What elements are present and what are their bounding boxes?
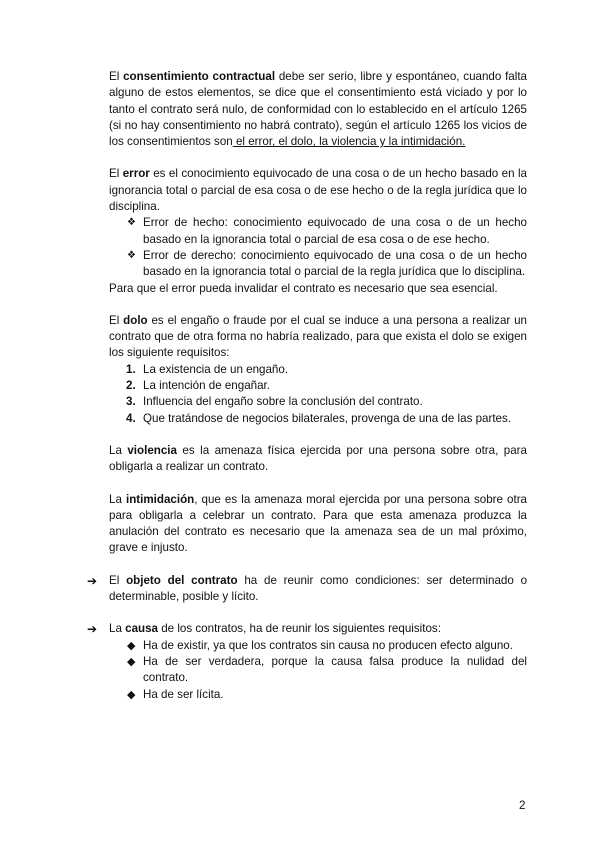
bold-term: causa <box>125 622 158 636</box>
bullet-icon: ❖ <box>127 217 136 229</box>
text: La <box>109 622 126 636</box>
diamond-icon: ◆ <box>127 639 136 652</box>
error-closing: Para que el error pueda invalidar el contrato es necesario que sea esencial. <box>109 281 498 295</box>
causa-paragraph <box>87 621 527 637</box>
underlined-text: el error, el dolo, la violencia y la intimidación. <box>232 135 466 149</box>
text: Error de derecho: conocimiento equivocado de una cosa o de un hecho basado en la ignorancia total o parcial de la regla jurídica que lo disciplina. <box>143 248 527 279</box>
text: Ha de ser verdadera, porque la causa falsa produce la nulidad del contrato. <box>143 654 527 685</box>
text: Ha de ser lícita. <box>143 687 224 701</box>
diamond-icon: ◆ <box>127 655 136 668</box>
intimidacion-paragraph <box>109 492 527 557</box>
bullet-icon: ❖ <box>127 249 136 261</box>
text: La <box>109 492 126 506</box>
text: La <box>109 443 128 457</box>
causa-list <box>109 638 527 703</box>
dolo-paragraph <box>109 313 527 362</box>
text: Error de hecho: conocimiento equivocado de una cosa o de un hecho basado en la ignorancia total o parcial de esa cosa o de ese hecho. <box>143 216 527 246</box>
arrow-right-icon: ➔ <box>87 573 98 588</box>
text: es el engaño o fraude por el cual se induce a una persona a realizar un contrato que de otra forma no habría realizado, para que exista el dolo se exigen los siguiente requisitos: <box>109 313 528 360</box>
bold-term: consentimiento contractual <box>123 70 276 83</box>
list-number: 2. <box>126 379 136 393</box>
text: Ha de existir, ya que los contratos sin causa no producen efecto alguno. <box>143 638 513 652</box>
list-item <box>109 654 527 687</box>
text: ha de reunir como condiciones: ser determinado o determinable, posible y lícito. <box>109 573 528 604</box>
list-item <box>109 638 527 654</box>
bold-term: objeto del contrato <box>126 573 238 587</box>
error-list <box>109 215 527 280</box>
bold-term: intimidación <box>125 492 195 506</box>
objeto-paragraph <box>87 573 528 606</box>
text: es el conocimiento equivocado de una cosa o de un hecho basado en la ignorancia total o parcial de esa cosa o de ese hecho o de la regla jurídica que lo disciplina. <box>109 167 528 214</box>
text: El <box>109 313 124 327</box>
bold-term: violencia <box>127 443 177 457</box>
list-number: 3. <box>126 395 136 409</box>
text: La existencia de un engaño. <box>143 362 289 376</box>
text: El <box>109 70 124 83</box>
list-item <box>109 248 527 281</box>
consentimiento-paragraph <box>109 69 527 150</box>
text: debe ser serio, libre y espontáneo, cuando falta alguno de estos elementos, se dice que el consentimiento está viciado y por lo tanto el contrato será nulo, de conformidad con lo establecido en el artículo 1265 (si no hay consentimiento no habrá contrato), según el artículo 1265 los vicios de los consentimientos son <box>109 70 528 149</box>
violencia-paragraph <box>109 443 527 476</box>
arrow-right-icon: ➔ <box>87 622 98 637</box>
list-item <box>109 378 527 394</box>
page-number: 2 <box>519 799 526 812</box>
text: Influencia del engaño sobre la conclusión del contrato. <box>143 395 423 409</box>
text: La intención de engañar. <box>143 379 270 393</box>
text: El <box>109 167 123 181</box>
list-item <box>109 215 527 248</box>
bold-term: error <box>122 167 150 181</box>
diamond-icon: ◆ <box>127 688 136 701</box>
list-item <box>109 394 527 410</box>
text: Que tratándose de negocios bilaterales, provenga de una de las partes. <box>143 411 512 425</box>
text: El <box>109 573 127 587</box>
bold-term: dolo <box>123 313 148 327</box>
document-body <box>87 69 528 703</box>
list-item <box>109 362 527 378</box>
list-number: 1. <box>126 362 136 376</box>
dolo-list <box>109 362 527 427</box>
error-paragraph <box>109 166 527 215</box>
list-item <box>109 411 527 427</box>
list-item <box>109 687 527 703</box>
text: es la amenaza física ejercida por una persona sobre otra, para obligarla a realizar un contrato. <box>109 443 527 474</box>
text: de los contratos, ha de reunir los siguientes requisitos: <box>158 622 441 636</box>
list-number: 4. <box>126 411 136 425</box>
text: , que es la amenaza moral ejercida por una persona sobre otra para obligarla a celebrar un contrato. Para que esta amenaza produzca la anulación del contrato es necesario que la amenaza sea de un mal próximo, grave e injusto. <box>109 492 528 555</box>
